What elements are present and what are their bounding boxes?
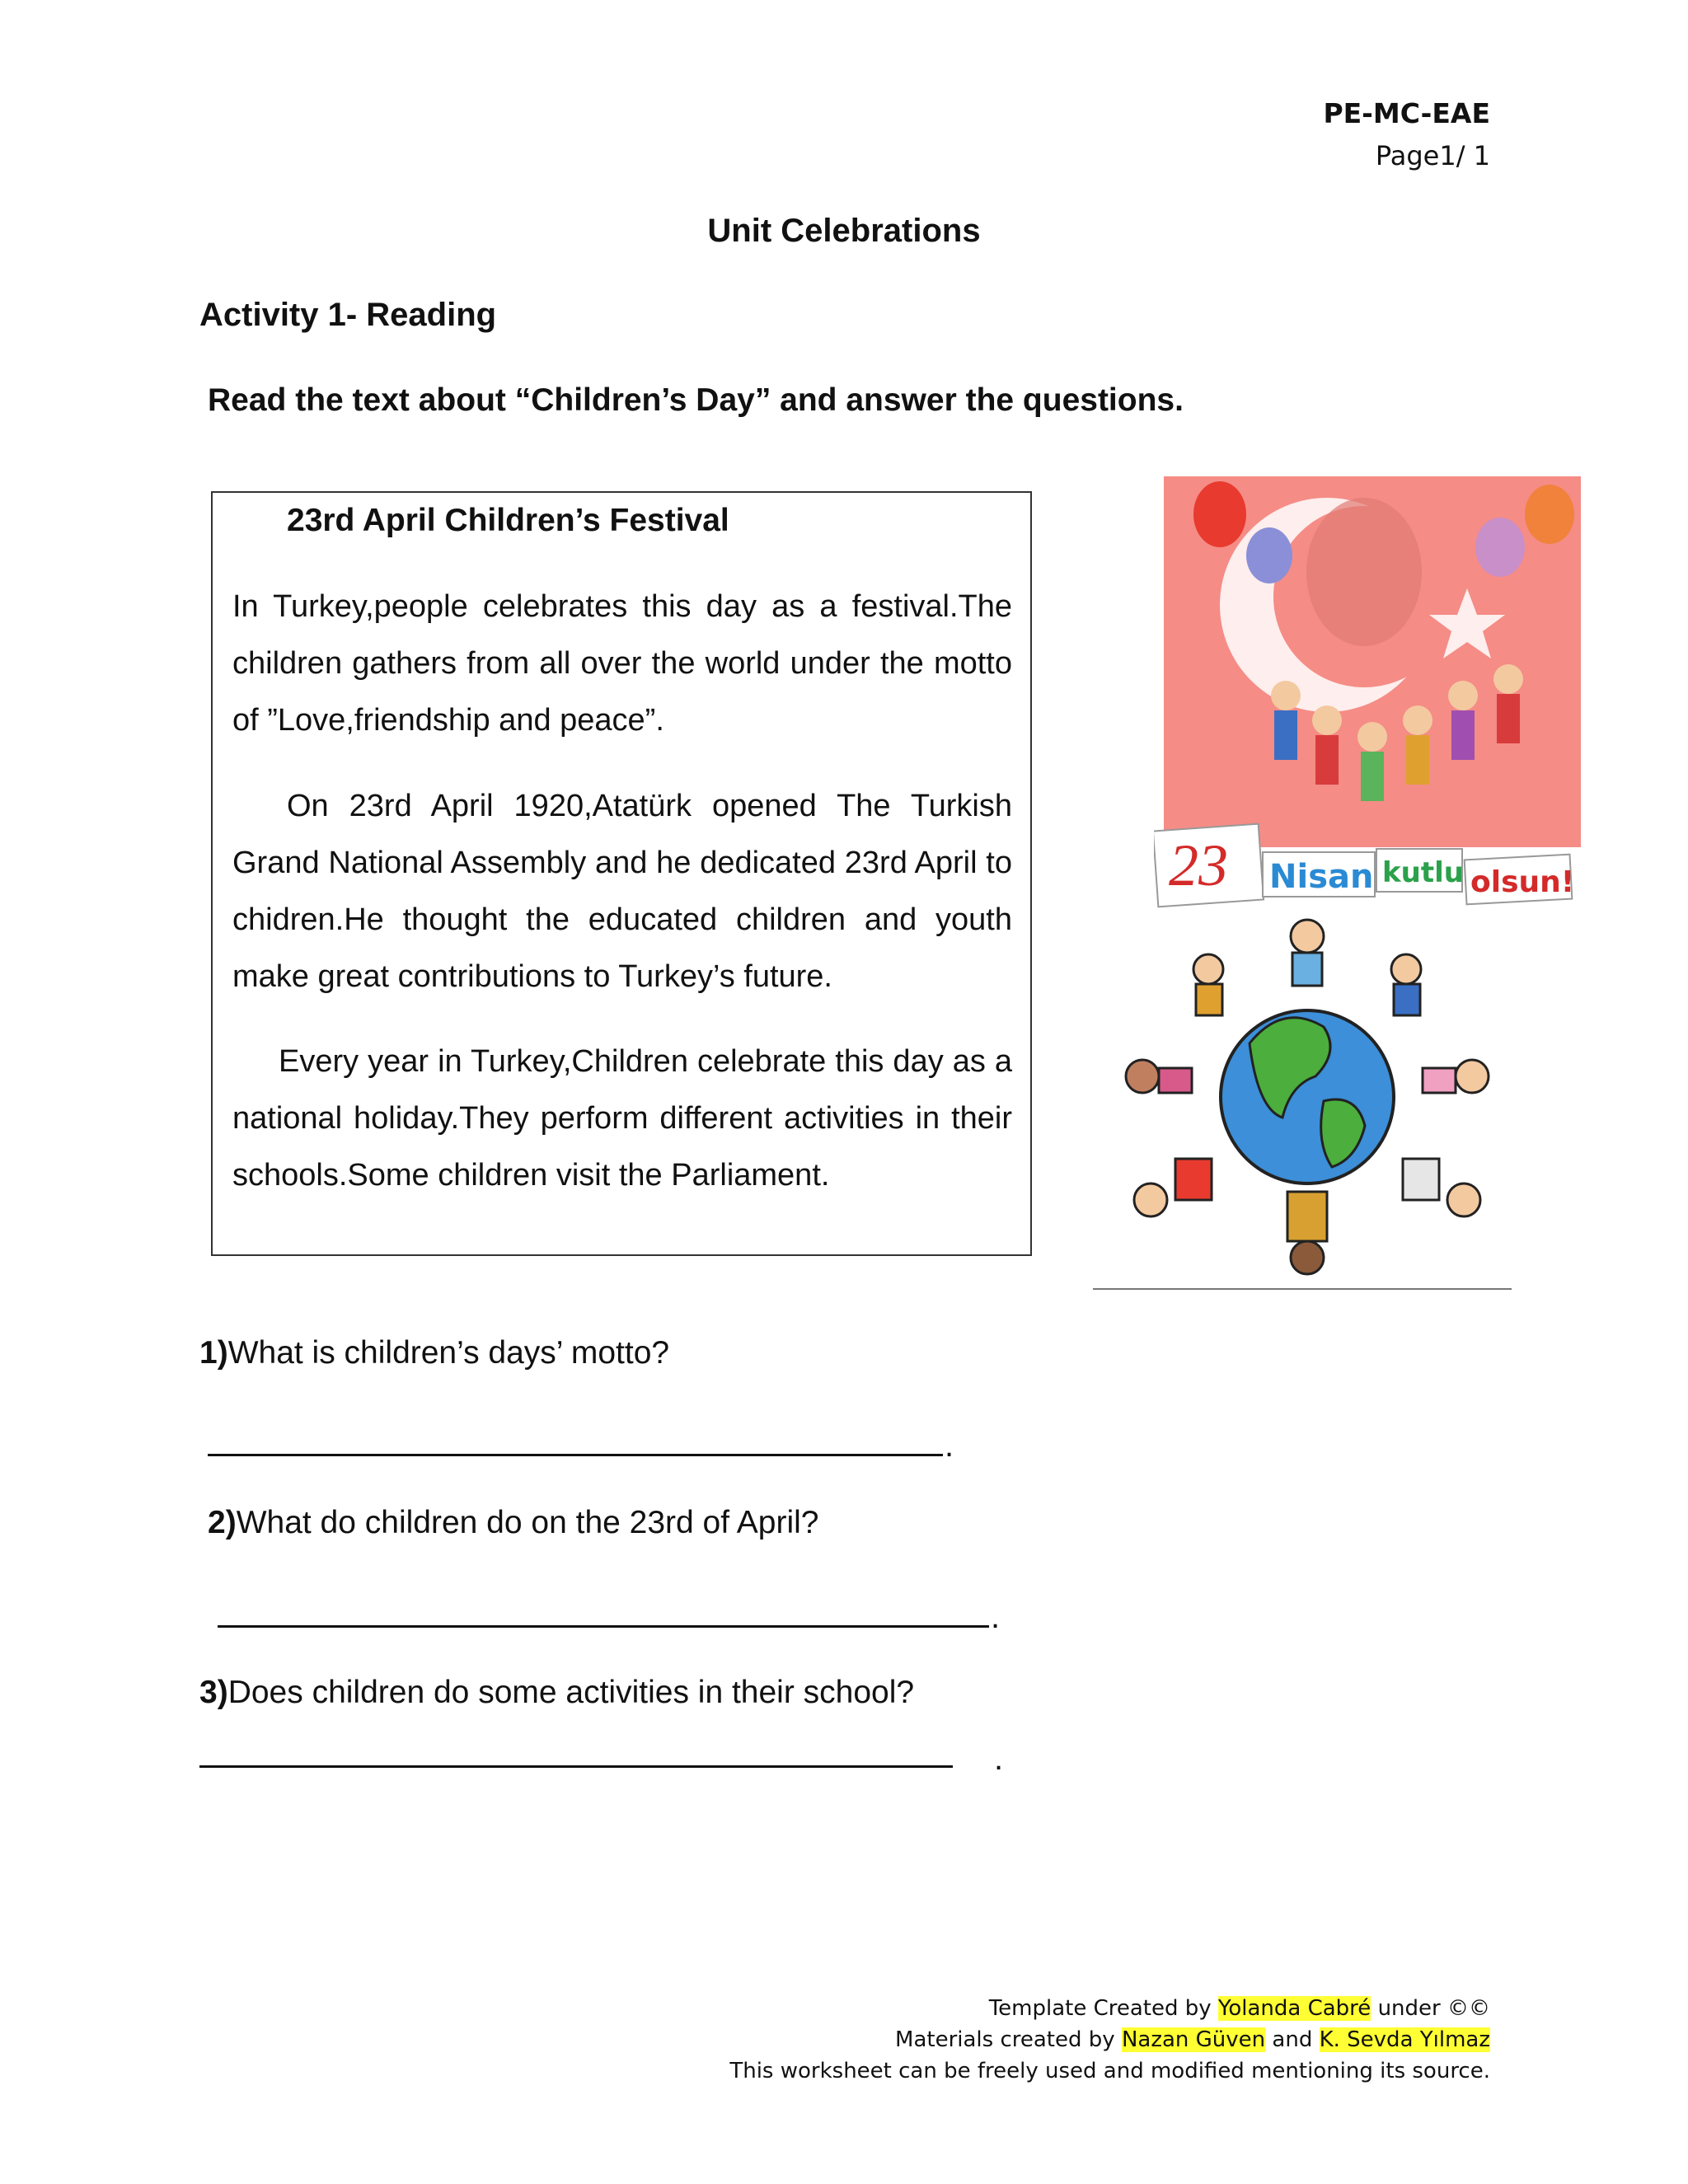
- image-divider: [1093, 1288, 1512, 1290]
- poster-word-kutlu: kutlu: [1382, 856, 1464, 889]
- balloon-blue: [1246, 527, 1292, 583]
- question-3: [199, 1675, 914, 1711]
- footer-text: Materials created by: [895, 2027, 1122, 2052]
- reading-paragraph-3: Every year in Turkey,Children celebrate this day as a national holiday.They perform different activities in their schools.Some children visit the Parliament.: [232, 1044, 1012, 1193]
- question-2-text: What do children do on the 23rd of April?: [236, 1505, 819, 1540]
- footer-text: Template Created by: [988, 1996, 1218, 2021]
- question-2-number: 2): [208, 1505, 237, 1540]
- question-2: [208, 1505, 818, 1541]
- footer-text: and: [1265, 2027, 1320, 2052]
- answer-3-period: .: [994, 1741, 1004, 1777]
- footer-usage-note: This worksheet can be freely used and modified mentioning its source.: [729, 2059, 1490, 2083]
- children-day-poster-image: [1154, 473, 1591, 910]
- answer-1-period: .: [945, 1427, 954, 1464]
- question-3-number: 3): [199, 1675, 228, 1710]
- footer-author-highlight: K. Sevda Yılmaz: [1319, 2027, 1490, 2052]
- reading-paragraph-1: In Turkey,people celebrates this day as a festival.The children gathers from all over the world under the motto of ”Love,friendship and peace”.: [232, 589, 1012, 738]
- balloon-red: [1193, 481, 1246, 547]
- question-3-text: Does children do some activities in their school?: [227, 1675, 915, 1710]
- balloon-orange: [1525, 485, 1574, 544]
- poster-word-nisan: Nisan: [1269, 858, 1374, 896]
- children-around-globe-image: [1101, 912, 1513, 1282]
- footer-author-highlight: Nazan Güven: [1121, 2027, 1266, 2052]
- page-number: Page1/ 1: [1375, 140, 1490, 171]
- poster-word-olsun: olsun!: [1470, 865, 1575, 899]
- question-1: [199, 1335, 669, 1371]
- question-1-number: 1): [199, 1335, 228, 1371]
- reading-paragraph-2: On 23rd April 1920,Atatürk opened The Turkish Grand National Assembly and he dedicated 23rd April to chidren.He thought the educated children and youth make great contributions to Turkey’s future.: [232, 789, 1012, 994]
- answer-2-period: .: [991, 1599, 1001, 1635]
- question-1-text: What is children’s days’ motto?: [227, 1335, 670, 1371]
- footer-text: under ©©: [1371, 1996, 1490, 2021]
- answer-line-3[interactable]: [199, 1765, 953, 1768]
- footer-author-highlight: Yolanda Cabré: [1217, 1996, 1372, 2021]
- activity-title: Activity 1- Reading: [199, 297, 497, 333]
- balloon-purple: [1475, 518, 1525, 577]
- document-code: PE-MC-EAE: [1323, 97, 1490, 129]
- footer-template-credit: [989, 1996, 1490, 2021]
- answer-line-2[interactable]: [218, 1625, 989, 1628]
- footer-materials-credit: [895, 2027, 1490, 2052]
- portrait-silhouette: [1306, 498, 1422, 646]
- unit-title: Unit Celebrations: [707, 213, 981, 249]
- instruction-text: Read the text about “Children’s Day” and answer the questions.: [208, 382, 1184, 418]
- reading-title: 23rd April Children’s Festival: [287, 503, 729, 538]
- answer-line-1[interactable]: [208, 1454, 943, 1456]
- poster-word-23: 23: [1169, 832, 1228, 898]
